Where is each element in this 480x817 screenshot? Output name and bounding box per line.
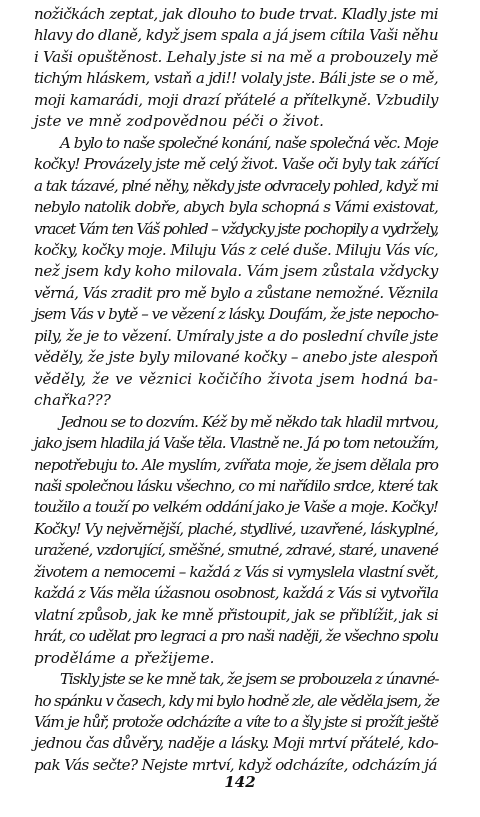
paragraph [34, 133, 438, 412]
text-line: nožičkách zeptat, jak dlouho to bude trvat. Kladly jste mi [34, 5, 438, 23]
text-line: pily, že je to vězení. Umíraly jste a do poslední chvíle jste [34, 326, 438, 345]
text-line: kočky! Provázely jste mě celý život. Vaše oči byly tak zářící [34, 155, 438, 174]
text-line: pak Vás sečte? Nejste mrtví, když odcházíte, odcházím já [34, 755, 437, 774]
paragraph [34, 4, 438, 133]
text-line: věděly, že jste byly milované kočky – anebo jste alespoň [34, 348, 438, 367]
text-line: a tak tázavé, plné něhy, někdy jste odvracely pohled, když mi [34, 176, 438, 195]
text-line: hlavy do dlaně, když jsem spala a já jsem cítila Vaši něhu [34, 26, 438, 45]
text-line: Tiskly jste se ke mně tak, že jsem se probouzela z únavné- [60, 670, 439, 689]
text-line: Jednou se to dozvím. Kéž by mě někdo tak hladil mrtvou, [60, 412, 438, 431]
text-line: tichým hláskem, vstaň a jdi!! volaly jste. Báli jste se o mě, [34, 69, 438, 88]
text-line: jednou čas důvěry, naděje a lásky. Moji mrtví přátelé, kdo- [34, 734, 438, 753]
body-text [34, 4, 438, 776]
text-line: ho spánku v časech, kdy mi bylo hodně zle, ale věděla jsem, že [34, 691, 439, 710]
paragraph [34, 669, 438, 776]
text-line: vlatní způsob, jak ke mně přistoupit, jak se přiblížit, jak si [34, 605, 438, 624]
text-line: každá z Vás měla úžasnou osobnost, každá z Vás si vytvořila [34, 584, 438, 603]
text-line: hrát, co udělat pro legraci a pro naši naději, že všechno spolu [34, 627, 438, 646]
text-line: i Vaši opuštěnost. Lehaly jste si na mě a probouzely mě [34, 47, 438, 66]
text-line: životem a nemocemi – každá z Vás si vymyslela vlastní svět, [34, 562, 438, 581]
text-line: vracet Vám ten Váš pohled – vždycky jste pochopily a vydržely, [34, 219, 438, 238]
text-line: A bylo to naše společné konání, naše společná věc. Moje [60, 133, 438, 152]
text-line: uražené, vzdorující, směšné, smutné, zdravé, staré, unavené [34, 541, 438, 560]
text-line: věrná, Vás zradit pro mě bylo a zůstane nemožné. Věznila [34, 283, 438, 302]
text-line: moji kamarádi, moji drazí přátelé a přítelkyně. Vzbudily [34, 90, 438, 109]
text-line: než jsem kdy koho milovala. Vám jsem zůstala vždycky [34, 262, 438, 281]
text-line: naši společnou lásku všechno, co mi nařídilo srdce, které tak [34, 476, 438, 495]
text-line: nepotřebuju to. Ale myslím, zvířata moje, že jsem dělala pro [34, 455, 438, 474]
text-line: proděláme a přežijeme. [34, 648, 215, 667]
text-line: chařka??? [34, 391, 111, 410]
text-line: toužilo a touží po velkém oddání jako je Vaše a moje. Kočky! [34, 498, 438, 517]
page-number: 142 [224, 773, 256, 791]
text-line: nebylo natolik dobře, abych byla schopná s Vámi existovat, [34, 198, 438, 217]
text-line: Vám je hůř, protože odcházíte a víte to a šly jste si prožít ještě [34, 712, 438, 731]
text-line: jsem Vás v bytě – ve vězení z lásky. Doufám, že jste nepocho- [34, 305, 438, 324]
paragraph [34, 412, 438, 669]
text-line: jste ve mně zodpovědnou péči o život. [34, 112, 324, 131]
text-line: Kočky! Vy nejvěrnější, plaché, stydlivé, uzavřené, láskyplné, [34, 519, 438, 538]
text-line: jako jsem hladila já Vaše těla. Vlastně ne. Já po tom netoužím, [34, 434, 438, 453]
text-line: věděly, že ve věznici kočičího života jsem hodná ba- [34, 369, 438, 388]
text-line: kočky, kočky moje. Miluju Vás z celé duše. Miluju Vás víc, [34, 240, 439, 259]
